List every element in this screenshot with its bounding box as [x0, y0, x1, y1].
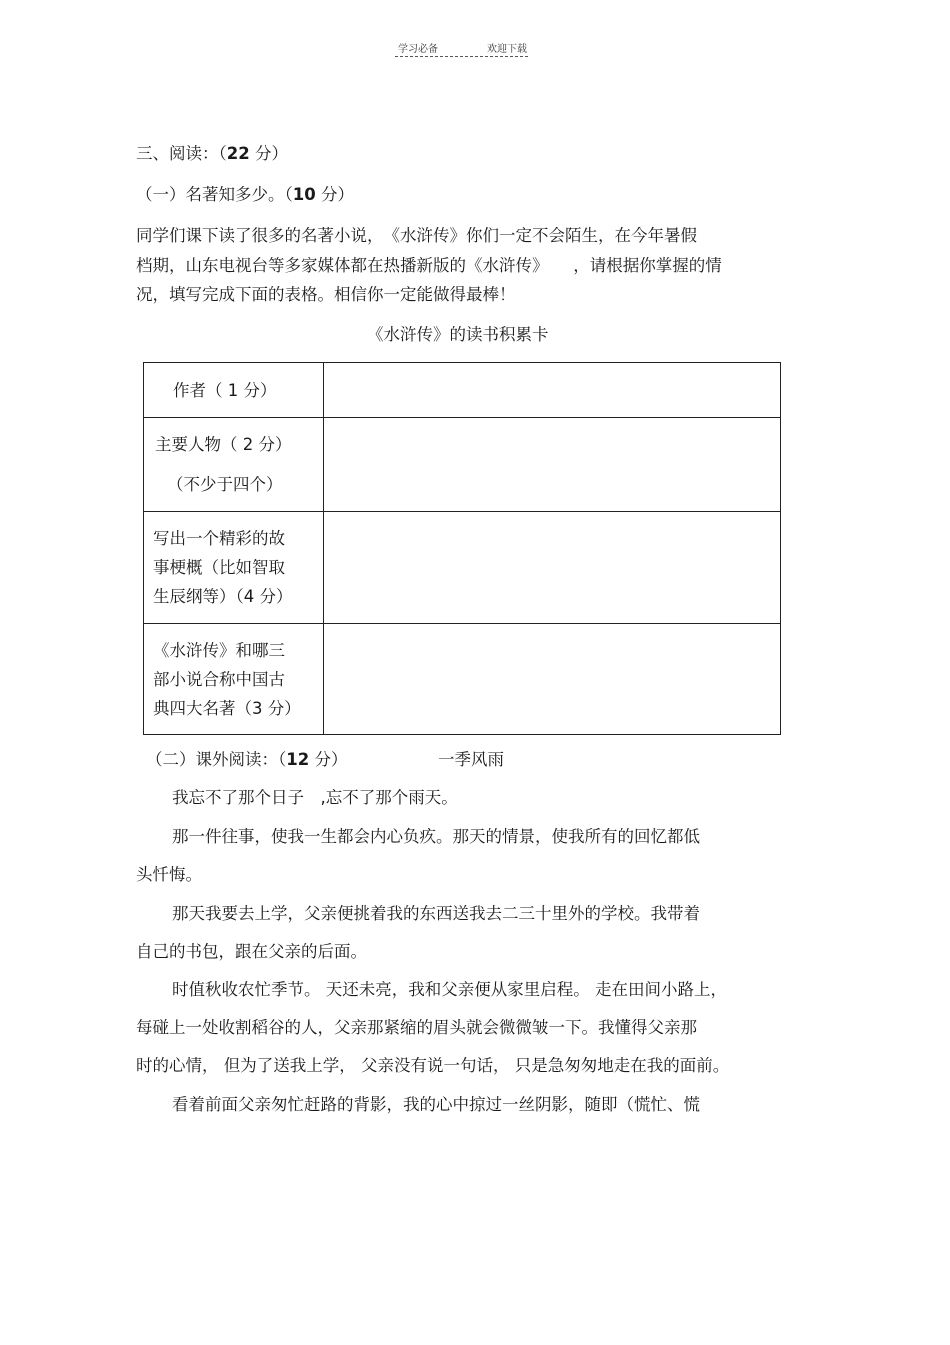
story-line: 那一件往事，使我一生都会内心负疚。那天的情景，使我所有的回忆都低: [172, 827, 700, 846]
four-classics-label-line: 部小说合称中国古: [153, 669, 285, 689]
story-title: 一季风雨: [438, 750, 504, 769]
story-summary-label-line: 生辰纲等）（4 分）: [153, 587, 293, 606]
author-label-cell: [144, 363, 324, 418]
characters-note: （不少于四个）: [167, 474, 283, 494]
story-line: 自己的书包，跟在父亲的后面。: [136, 942, 367, 961]
part2-score: 12: [286, 750, 310, 769]
table-title: 《水浒传》的读书积累卡: [367, 325, 549, 344]
story-summary-label-cell: [144, 512, 324, 624]
header-divider: [395, 56, 528, 57]
part1-heading: [136, 187, 354, 204]
characters-label: 主要人物（ 2 分）: [155, 434, 292, 454]
intro-line: 档期，山东电视台等多家媒体都在热播新版的《水浒传》 ，请根据你掌握的情: [136, 256, 722, 275]
four-classics-answer-cell[interactable]: [324, 624, 781, 735]
story-line: 时值秋收农忙季节。 天还未亮，我和父亲便从家里启程。 走在田间小路上，: [172, 980, 727, 999]
four-classics-label-line: 典四大名著（3 分）: [153, 698, 301, 718]
part2-heading: [146, 752, 347, 769]
story-line: 那天我要去上学，父亲便挑着我的东西送我去二三十里外的学校。我带着: [172, 904, 700, 923]
story-line: 我忘不了那个日子 ,忘不了那个雨天。: [172, 788, 458, 807]
characters-answer-cell[interactable]: [324, 418, 781, 512]
part1-heading-suffix: 分）: [315, 185, 354, 204]
part2-heading-prefix: （二）课外阅读：（: [146, 750, 287, 769]
section-heading-suffix: 分）: [249, 144, 288, 163]
story-summary-answer-cell[interactable]: [324, 512, 781, 624]
story-line: 头忏悔。: [136, 865, 202, 884]
four-classics-label-line: 《水浒传》和哪三: [153, 640, 285, 660]
story-summary-label-line: 事梗概（比如智取: [153, 558, 285, 577]
header-left: 学习必备: [398, 44, 438, 55]
characters-label-cell: [144, 418, 324, 512]
part1-score: 10: [292, 185, 316, 204]
story-line: 每碰上一处收割稻谷的人，父亲那紧缩的眉头就会微微皱一下。我懂得父亲那: [136, 1018, 697, 1037]
intro-line: 况，填写完成下面的表格。相信你一定能做得最棒！: [136, 285, 516, 304]
intro-line: 同学们课下读了很多的名著小说， 《水浒传》你们一定不会陌生，在今年暑假: [136, 226, 697, 245]
story-line: 时的心情， 但为了送我上学， 父亲没有说一句话， 只是急匆匆地走在我的面前。: [136, 1056, 730, 1075]
section-heading-prefix: 三、阅读：（: [136, 144, 227, 163]
header-right: 欢迎下载: [487, 44, 527, 55]
story-line: 看着前面父亲匆忙赶路的背影，我的心中掠过一丝阴影，随即（慌忙、慌: [172, 1095, 700, 1114]
author-answer-cell[interactable]: [324, 363, 781, 418]
part2-heading-suffix: 分）: [309, 750, 348, 769]
part1-heading-prefix: （一）名著知多少。（: [136, 185, 293, 204]
section-heading: [136, 146, 288, 163]
author-label: 作者（ 1 分）: [173, 380, 277, 400]
four-classics-label-cell: [144, 624, 324, 735]
story-summary-label-line: 写出一个精彩的故: [153, 529, 285, 548]
reading-card-table: [143, 362, 781, 734]
section-score: 22: [226, 144, 250, 163]
